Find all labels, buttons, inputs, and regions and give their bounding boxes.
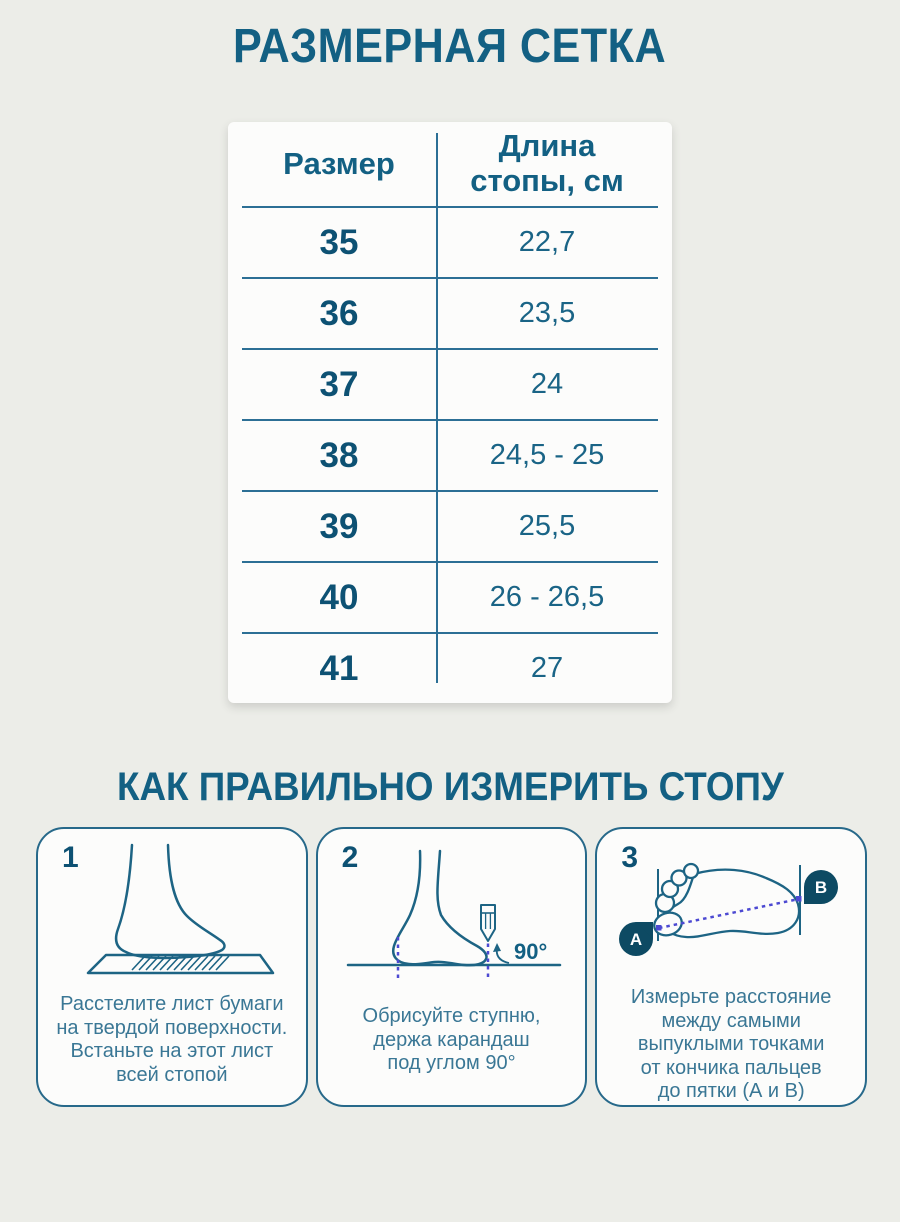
howto-title: КАК ПРАВИЛЬНО ИЗМЕРИТЬ СТОПУ: [116, 765, 784, 809]
size-value: 41: [319, 648, 359, 688]
step-description: Расстелите лист бумаги на твердой поверхности. Встаньте на этот лист всей стопой: [56, 993, 288, 1086]
table-row: [242, 206, 658, 277]
length-value: 25,5: [518, 510, 576, 542]
table-header-row: [228, 122, 672, 206]
step-number: 3: [621, 841, 639, 874]
size-value: 38: [319, 435, 359, 475]
table-body: [242, 206, 658, 703]
column-header-length: Длина стопы, см: [470, 128, 624, 198]
table-row: [242, 419, 658, 490]
table-column-divider: [436, 133, 438, 683]
column-header-size: Размер: [283, 146, 395, 181]
angle-90-label: 90°: [513, 939, 547, 964]
length-value: 22,7: [518, 226, 576, 258]
length-value: 24,5 - 25: [489, 439, 605, 471]
svg-text:В: В: [815, 878, 828, 897]
length-value: 23,5: [518, 297, 576, 329]
svg-text:А: А: [630, 930, 643, 949]
size-value: 37: [319, 364, 359, 404]
table-row: [242, 348, 658, 419]
point-a-badge: [619, 922, 653, 956]
step-number: 1: [62, 841, 79, 874]
size-value: 35: [319, 222, 359, 262]
point-b-badge: [804, 870, 838, 904]
length-value: 27: [530, 652, 564, 684]
howto-steps: [36, 827, 867, 1107]
size-value: 36: [319, 293, 359, 333]
table-row: [242, 632, 658, 703]
step-card-1: [36, 827, 308, 1107]
step-card-2: [316, 827, 588, 1107]
step-number: 2: [341, 841, 359, 874]
size-value: 40: [319, 577, 359, 617]
size-table: [228, 122, 672, 703]
step-card-3: [595, 827, 867, 1107]
size-chart-infographic: [0, 22, 900, 1222]
table-row: [242, 490, 658, 561]
length-value: 26 - 26,5: [489, 581, 605, 613]
size-value: 39: [319, 506, 359, 546]
table-row: [242, 277, 658, 348]
page-title: РАЗМЕРНАЯ СЕТКА: [233, 20, 667, 73]
table-row: [242, 561, 658, 632]
step-description: Измерьте расстояние между самыми выпуклыми точками от кончика пальцев до пятки (А и В): [630, 986, 832, 1102]
step-description: Обрисуйте ступню, держа карандаш под углом 90°: [362, 1005, 541, 1074]
length-value: 24: [530, 368, 564, 400]
